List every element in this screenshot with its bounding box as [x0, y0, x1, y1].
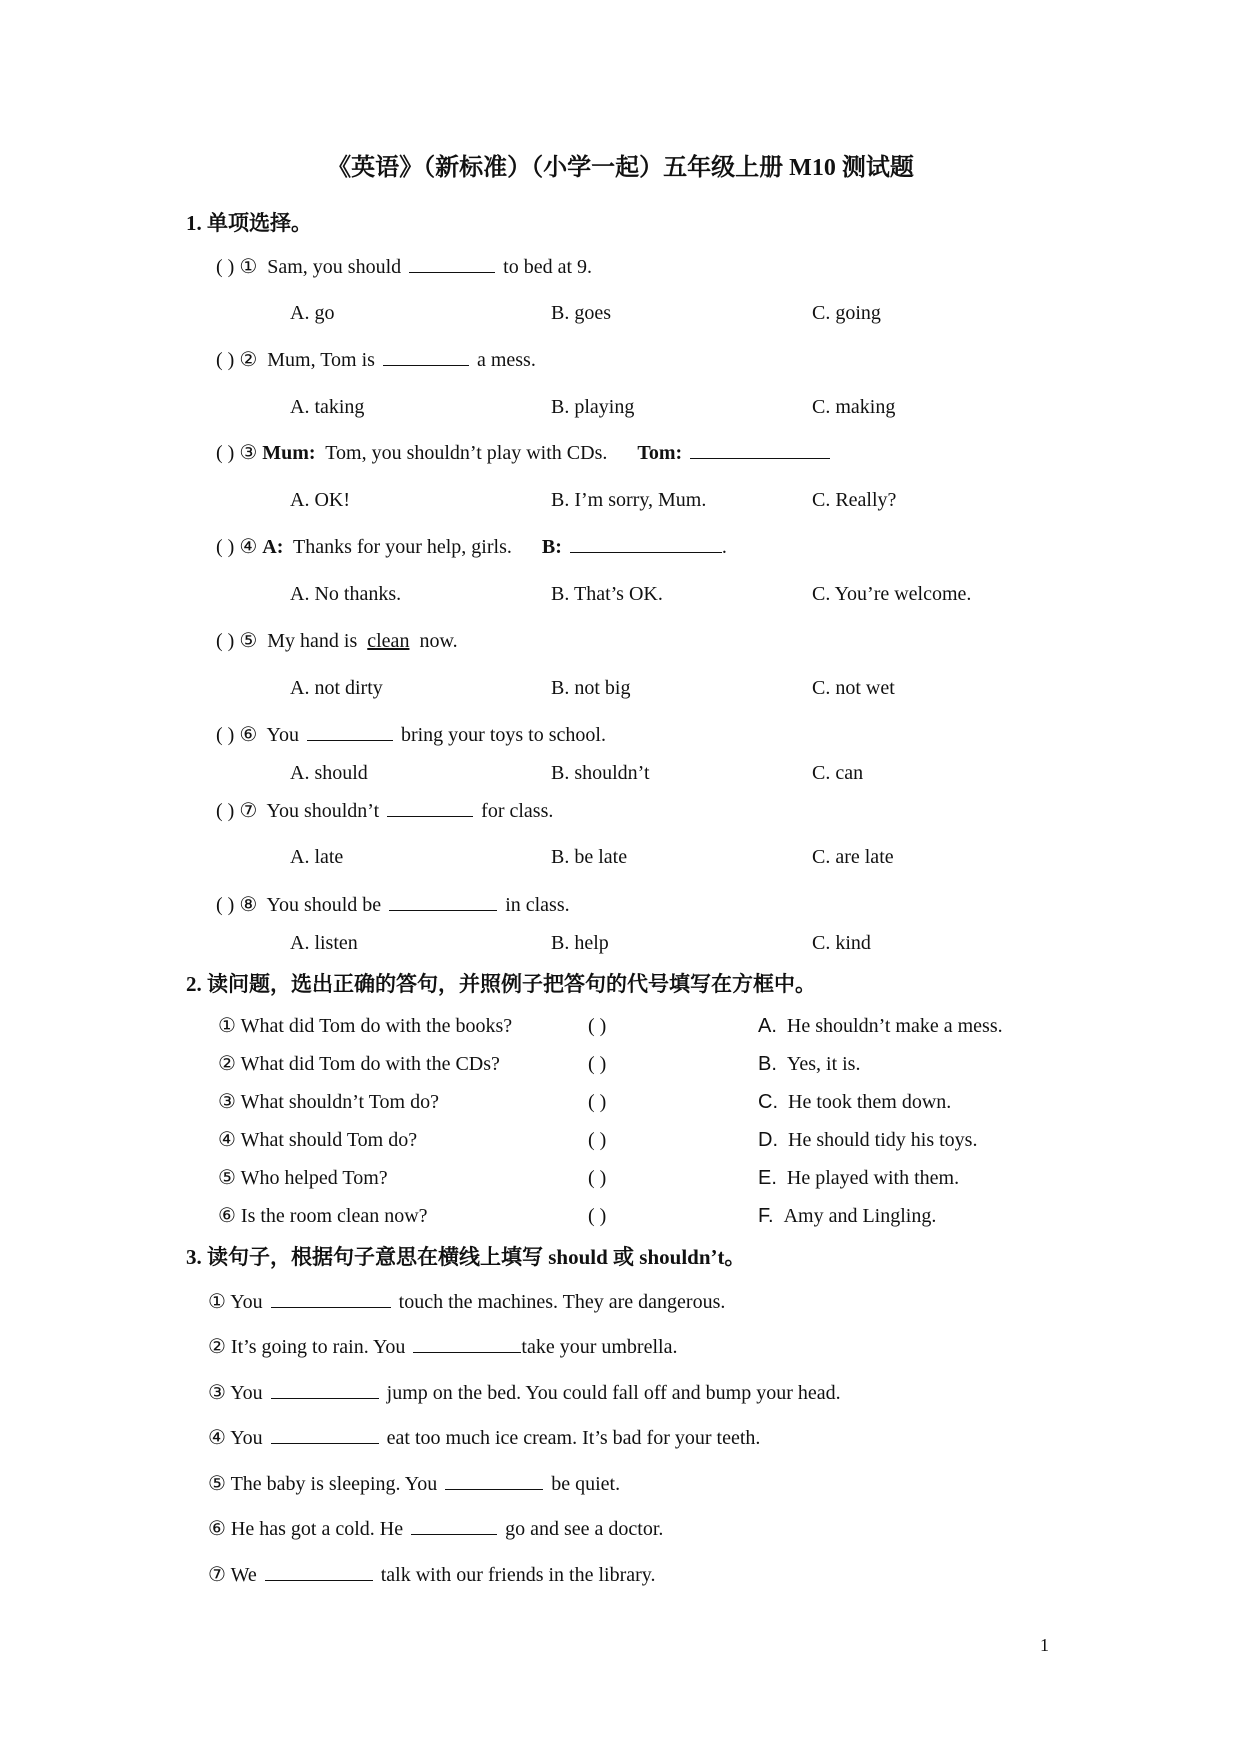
question-4: ( ) ④ A: Thanks for your help, girls. B: . [216, 536, 727, 558]
question-number: ( ) ⑥ [216, 724, 258, 746]
question-number: ( ) ⑧ [216, 894, 258, 916]
fill-sentence: ① You touch the machines. They are dangerous. [208, 1291, 726, 1313]
answer-blank[interactable] [271, 1397, 379, 1399]
fill-sentence: ⑦ We talk with our friends in the library. [208, 1564, 656, 1586]
answer-bracket[interactable]: ( ) [588, 1015, 607, 1037]
option-a: A. taking [290, 396, 365, 418]
question-number: ( ) ④ [216, 536, 258, 558]
match-answer: E. He played with them. [758, 1167, 960, 1189]
option-c: C. not wet [812, 677, 895, 699]
match-question: ③ What shouldn’t Tom do? [218, 1091, 439, 1113]
fill-sentence: ⑥ He has got a cold. He go and see a doctor. [208, 1518, 664, 1540]
question-6: ( ) ⑥ You bring your toys to school. [216, 724, 606, 746]
match-question: ④ What should Tom do? [218, 1129, 418, 1151]
option-c: C. can [812, 762, 864, 784]
match-answer: A. He shouldn’t make a mess. [758, 1015, 1003, 1037]
question-2: ( ) ② Mum, Tom is a mess. [216, 349, 536, 371]
answer-bracket[interactable]: ( ) [588, 1053, 607, 1075]
speaker-label: Mum: [262, 442, 316, 464]
option-a: A. No thanks. [290, 583, 402, 605]
option-a: A. should [290, 762, 368, 784]
match-answer: D. He should tidy his toys. [758, 1129, 978, 1151]
match-question: ⑤ Who helped Tom? [218, 1167, 388, 1189]
answer-bracket[interactable]: ( ) [588, 1091, 607, 1113]
option-b: B. be late [551, 846, 628, 868]
option-a: A. OK! [290, 489, 350, 511]
match-answer: B. Yes, it is. [758, 1053, 861, 1075]
answer-blank[interactable] [265, 1579, 373, 1581]
match-answer: C. He took them down. [758, 1091, 952, 1113]
question-3: ( ) ③ Mum: Tom, you shouldn’t play with CDs. Tom: [216, 443, 838, 463]
question-number: ( ) ① [216, 256, 258, 278]
underlined-word: clean [367, 630, 410, 652]
match-question: ⑥ Is the room clean now? [218, 1205, 428, 1227]
answer-blank[interactable] [413, 1351, 521, 1353]
fill-sentence: ③ You jump on the bed. You could fall off and bump your head. [208, 1382, 841, 1404]
speaker-label: A: [262, 536, 284, 558]
fill-sentence: ② It’s going to rain. You take your umbrella. [208, 1336, 678, 1358]
option-b: B. help [551, 932, 609, 954]
match-question: ① What did Tom do with the books? [218, 1015, 513, 1037]
option-c: C. are late [812, 846, 894, 868]
question-number: ( ) ② [216, 349, 258, 371]
option-b: B. shouldn’t [551, 762, 650, 784]
option-b: B. I’m sorry, Mum. [551, 489, 707, 511]
section2-heading: 2. 读问题，选出正确的答句，并照例子把答句的代号填写在方框中。 [186, 972, 816, 996]
section3-heading: 3. 读句子，根据句子意思在横线上填写 should 或 shouldn’t。 [186, 1245, 746, 1269]
answer-blank[interactable] [307, 739, 393, 741]
option-c: C. You’re welcome. [812, 583, 972, 605]
page-title: 《英语》（新标准）（小学一起）五年级上册 M10 测试题 [327, 155, 914, 181]
speaker-label: B: [541, 536, 562, 558]
option-c: C. Really? [812, 489, 897, 511]
option-a: A. listen [290, 932, 358, 954]
match-answer: F. Amy and Lingling. [758, 1205, 937, 1227]
speaker-label: Tom: [637, 442, 683, 464]
answer-blank[interactable] [387, 815, 473, 817]
answer-blank[interactable] [690, 457, 830, 459]
option-b: B. not big [551, 677, 631, 699]
page-number: 1 [1040, 1635, 1049, 1655]
option-a: A. go [290, 302, 335, 324]
answer-blank[interactable] [389, 909, 497, 911]
question-7: ( ) ⑦ You shouldn’t for class. [216, 800, 554, 822]
answer-bracket[interactable]: ( ) [588, 1205, 607, 1227]
answer-blank[interactable] [445, 1488, 543, 1490]
answer-blank[interactable] [383, 364, 469, 366]
question-1: ( ) ① Sam, you should to bed at 9. [216, 256, 593, 278]
option-a: A. late [290, 846, 344, 868]
option-c: C. making [812, 396, 896, 418]
answer-blank[interactable] [271, 1442, 379, 1444]
fill-sentence: ⑤ The baby is sleeping. You be quiet. [208, 1473, 621, 1495]
answer-blank[interactable] [411, 1533, 497, 1535]
question-5: ( ) ⑤ My hand is clean now. [216, 630, 458, 652]
answer-blank[interactable] [271, 1306, 391, 1308]
answer-blank[interactable] [570, 551, 722, 553]
match-question: ② What did Tom do with the CDs? [218, 1053, 500, 1075]
question-8: ( ) ⑧ You should be in class. [216, 894, 570, 916]
option-b: B. That’s OK. [551, 583, 663, 605]
option-b: B. goes [551, 302, 611, 324]
question-number: ( ) ⑤ [216, 630, 258, 652]
fill-sentence: ④ You eat too much ice cream. It’s bad for your teeth. [208, 1427, 761, 1449]
option-c: C. kind [812, 932, 871, 954]
question-number: ( ) ③ [216, 442, 258, 464]
option-c: C. going [812, 302, 881, 324]
answer-blank[interactable] [409, 271, 495, 273]
option-b: B. playing [551, 396, 635, 418]
option-a: A. not dirty [290, 677, 383, 699]
answer-bracket[interactable]: ( ) [588, 1129, 607, 1151]
question-number: ( ) ⑦ [216, 800, 258, 822]
section1-heading: 1. 单项选择。 [186, 211, 312, 235]
answer-bracket[interactable]: ( ) [588, 1167, 607, 1189]
